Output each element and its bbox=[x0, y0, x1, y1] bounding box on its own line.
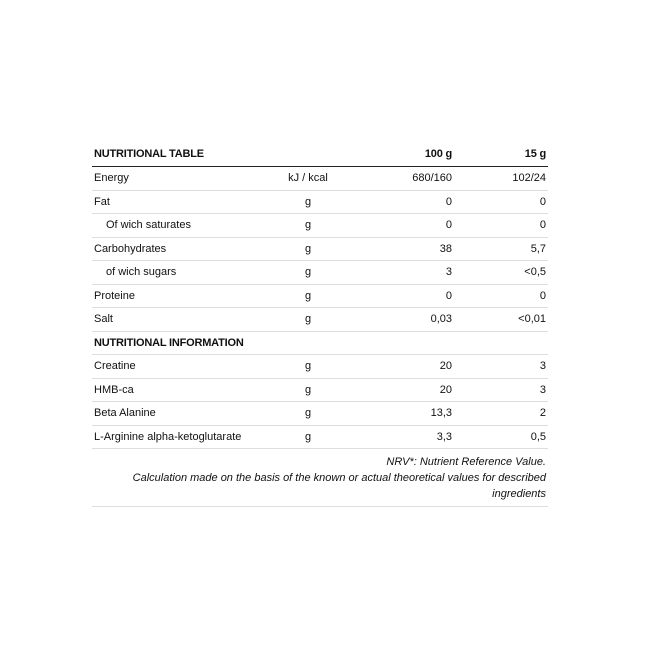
value-per-15g: 3 bbox=[454, 378, 548, 402]
value-per-100g: 3 bbox=[356, 261, 454, 285]
value-per-15g: 102/24 bbox=[454, 167, 548, 191]
table-header-row bbox=[92, 142, 548, 167]
nutrient-name: Beta Alanine bbox=[92, 402, 260, 426]
value-per-100g: 680/160 bbox=[356, 167, 454, 191]
value-per-100g: 0,03 bbox=[356, 308, 454, 332]
nutrient-name: Salt bbox=[92, 308, 260, 332]
table-row bbox=[92, 402, 548, 426]
value-per-100g: 20 bbox=[356, 355, 454, 379]
nutrient-name: Creatine bbox=[92, 355, 260, 379]
calculation-note: Calculation made on the basis of the known or actual theoretical values for described ingredients bbox=[132, 472, 546, 500]
nutrient-unit: g bbox=[260, 190, 356, 214]
value-per-100g: 0 bbox=[356, 214, 454, 238]
table-row bbox=[92, 378, 548, 402]
table-row bbox=[92, 355, 548, 379]
unit-header bbox=[260, 142, 356, 167]
nutrient-name: Energy bbox=[92, 167, 260, 191]
value-per-15g: 0 bbox=[454, 190, 548, 214]
nutrient-name: Fat bbox=[92, 190, 260, 214]
table-row bbox=[92, 425, 548, 449]
nutrition-table bbox=[92, 142, 548, 449]
table-row bbox=[92, 167, 548, 191]
value-per-15g: 3 bbox=[454, 355, 548, 379]
table-row bbox=[92, 237, 548, 261]
value-per-15g: 0,5 bbox=[454, 425, 548, 449]
table-row bbox=[92, 190, 548, 214]
value-per-100g: 13,3 bbox=[356, 402, 454, 426]
nutrient-name: Of wich saturates bbox=[92, 214, 260, 238]
nutrient-unit: g bbox=[260, 425, 356, 449]
nutrient-unit: g bbox=[260, 308, 356, 332]
value-per-100g: 3,3 bbox=[356, 425, 454, 449]
value-per-100g: 20 bbox=[356, 378, 454, 402]
nutrient-unit: g bbox=[260, 378, 356, 402]
nutrient-name: L-Arginine alpha-ketoglutarate bbox=[92, 425, 260, 449]
footnotes bbox=[92, 449, 548, 507]
table-row bbox=[92, 284, 548, 308]
section-header-row bbox=[92, 331, 548, 355]
col-15g-header: 15 g bbox=[454, 142, 548, 167]
value-per-100g: 0 bbox=[356, 284, 454, 308]
nutrient-unit: g bbox=[260, 237, 356, 261]
table-row bbox=[92, 214, 548, 238]
nutrient-unit: g bbox=[260, 261, 356, 285]
nutrition-panel bbox=[92, 142, 548, 507]
nutrient-unit: g bbox=[260, 402, 356, 426]
value-per-15g: 0 bbox=[454, 214, 548, 238]
value-per-15g: 0 bbox=[454, 284, 548, 308]
nutrient-unit: g bbox=[260, 355, 356, 379]
value-per-100g: 0 bbox=[356, 190, 454, 214]
nutrient-name: HMB-ca bbox=[92, 378, 260, 402]
col-100g-header: 100 g bbox=[356, 142, 454, 167]
value-per-15g: 2 bbox=[454, 402, 548, 426]
nutrient-unit: kJ / kcal bbox=[260, 167, 356, 191]
nutrient-unit: g bbox=[260, 214, 356, 238]
value-per-100g: 38 bbox=[356, 237, 454, 261]
nutritional-information-title: NUTRITIONAL INFORMATION bbox=[92, 331, 548, 355]
table-row bbox=[92, 308, 548, 332]
nutrient-name: of wich sugars bbox=[92, 261, 260, 285]
value-per-15g: <0,5 bbox=[454, 261, 548, 285]
nutritional-table-title: NUTRITIONAL TABLE bbox=[92, 142, 260, 167]
nrv-note: NRV*: Nutrient Reference Value. bbox=[386, 456, 546, 468]
value-per-15g: 5,7 bbox=[454, 237, 548, 261]
value-per-15g: <0,01 bbox=[454, 308, 548, 332]
nutrient-unit: g bbox=[260, 284, 356, 308]
nutrient-name: Carbohydrates bbox=[92, 237, 260, 261]
nutrient-name: Proteine bbox=[92, 284, 260, 308]
table-row bbox=[92, 261, 548, 285]
